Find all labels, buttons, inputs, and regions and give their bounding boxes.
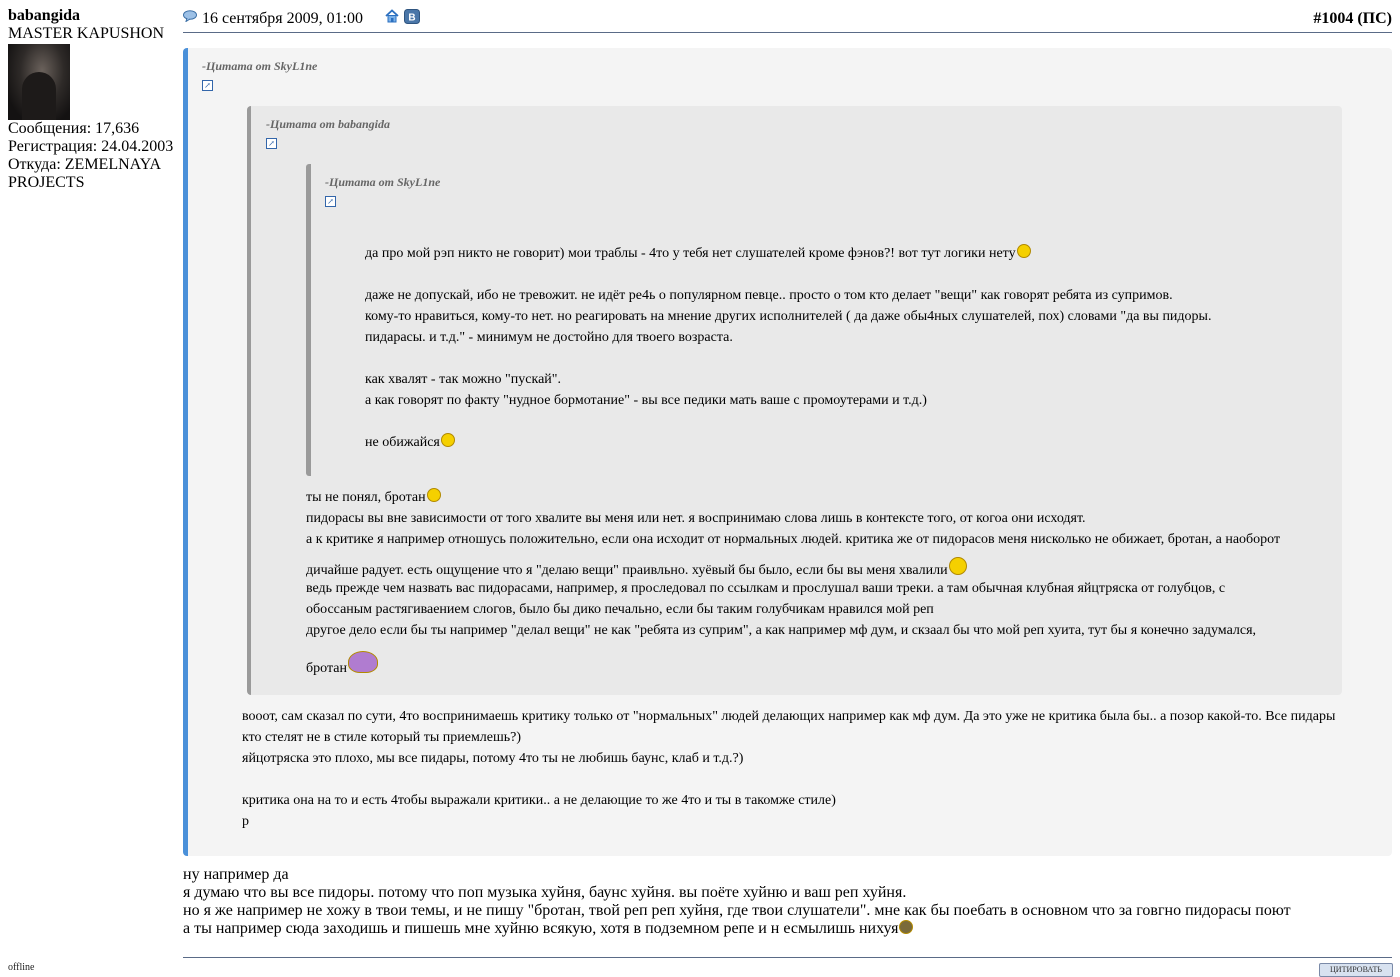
quote-text-line: p xyxy=(242,814,249,829)
quote-text-line: да про мой рэп никто не говорит) мои траблы - 4то у тебя нет слушателей кроме фэнов?! вот тут логики нету xyxy=(365,243,1031,264)
quote-text-line: как хвалят - так можно "пускай". xyxy=(365,372,561,387)
quote-text-line: дичайше радует. есть ощущение что я "делаю вещи" праивльно. хуёвый бы было, если бы вы меня хвалили xyxy=(306,557,967,581)
quote-text-line: пидарасы. и т.д." - минимум не достойно для твоего возраста. xyxy=(365,330,733,345)
arrow-link-icon[interactable]: ↗ xyxy=(266,138,277,149)
speech-bubble-icon xyxy=(183,10,197,22)
arrow-link-icon[interactable]: ↗ xyxy=(202,80,213,91)
quote-level-3-border xyxy=(306,164,311,476)
post-body-line: а ты например сюда заходишь и пишешь мне хуйню всякую, хотя в подземном репе и н есмылишь нихуя xyxy=(183,920,913,938)
svg-text:В: В xyxy=(408,12,416,24)
quote-text-line: а как говорят по факту "нудное бормотание" - вы все педики мать ваше с промоутерами и т.д.) xyxy=(365,393,927,408)
post-number[interactable]: #1004 (ПС) xyxy=(1313,10,1392,27)
vk-icon[interactable] xyxy=(404,9,420,24)
post-body-line: но я же например не хожу в твои темы, и не пишу "бротан, твой реп реп хуйня, где твои слушатели". мне как бы поебать в основном что за говгно пидорасы поют xyxy=(183,902,1291,919)
post-footer-divider xyxy=(183,957,1392,958)
smiley-icon xyxy=(1017,244,1031,258)
quote-text-line: не обижайся xyxy=(365,432,455,453)
quote-title: -Цитата от babangida xyxy=(266,117,391,131)
post xyxy=(183,0,1392,829)
user-location: Откуда: ZEMELNAYA xyxy=(8,156,162,173)
quote-text-line: ты не понял, бротан xyxy=(306,487,441,508)
user-registered: Регистрация: 24.04.2003 xyxy=(8,138,174,155)
quote-text-line: ведь прежде чем назвать вас пидорасами, например, я проследовал по ссылкам и прослушал ваши треки. а там обычная клубная яйцтряска от голубцов, с xyxy=(306,581,1226,596)
avatar xyxy=(8,44,70,120)
quote-text-line: бротан xyxy=(306,651,378,679)
quote-text-line: кому-то нравиться, кому-то нет. но реагировать на мнение других исполнителей ( да даже обы4ных слушателей, пох) словами "да вы пидоры. xyxy=(365,309,1212,324)
home-icon[interactable] xyxy=(385,9,399,23)
arrow-link-icon[interactable]: ↗ xyxy=(325,196,336,207)
quote-button[interactable]: ЦИТИРОВАТЬ xyxy=(1319,963,1393,977)
quote-text-line: яйцотряска это плохо, мы все пидары, потому 4то ты не любишь баунс, клаб и т.д.?) xyxy=(242,751,744,766)
quote-level-1 xyxy=(183,48,1392,856)
quote-text-line: кто стелят не в стиле который ты приемлешь?) xyxy=(242,730,522,745)
quote-text-line: критика она на то и есть 4тобы выражали критики.. а не делающие то же 4то и ты в такомже стиле) xyxy=(242,793,836,808)
crown-smiley-icon xyxy=(949,557,967,575)
username[interactable]: babangida xyxy=(8,7,81,24)
post-body-line: я думаю что вы все пидоры. потому что поп музыка хуйня, баунс хуйня. вы поёте хуйню и ваш реп хуйня. xyxy=(183,884,907,901)
wizard-smiley-icon xyxy=(348,651,378,673)
quote-text-line: вооот, сам сказал по сути, 4то воспринимаешь критику только от "нормальных" людей делающих например как мф дум. Да это уже не критика была бы.. а позор какой-то. Все пидары xyxy=(242,709,1336,724)
post-date: 16 сентября 2009, 01:00 xyxy=(202,10,364,27)
quote-text-line: даже не допускай, ибо не тревожит. не идёт ре4ь о популярном певце.. просто о том кто делает "вещи" как говорят ребята из супримов. xyxy=(365,288,1173,303)
quote-title: -Цитата от SkyL1ne xyxy=(325,175,441,189)
post-body-line: ну например да xyxy=(183,866,289,883)
sunglasses-smiley-icon xyxy=(427,488,441,502)
sad-smiley-icon xyxy=(441,433,455,447)
user-sidebar xyxy=(8,7,178,192)
user-location-2: PROJECTS xyxy=(8,174,85,191)
quote-level-2 xyxy=(247,106,1342,695)
quote-text-line: а к критике я например отношусь положительно, если она исходит от нормальных людей. критика же от пидорасов меня нисколько не обижает, бротан, а наоборот xyxy=(306,532,1281,547)
user-posts: Сообщения: 17,636 xyxy=(8,120,140,137)
user-title: MASTER KAPUSHON xyxy=(8,25,165,42)
post-header xyxy=(183,0,1392,33)
quote-text-line: другое дело если бы ты например "делал вещи" не как "ребята из суприм", а как например мф дум, и скзаал бы что мой реп хуита, тут бы я конечно задумался, xyxy=(306,623,1257,638)
quote-text-line: обоссаным растягиваением слогов, было бы дико печально, если бы таким голубчикам нравился мой реп xyxy=(306,602,934,617)
quote-text-line: пидорасы вы вне зависимости от того хвалите вы меня или нет. я воспринимаю слова лишь в контексте того, от когоа они исходят. xyxy=(306,511,1086,526)
status-offline: offline xyxy=(8,962,35,973)
evil-smiley-icon xyxy=(899,920,913,934)
quote-title: -Цитата от SkyL1ne xyxy=(202,59,318,73)
